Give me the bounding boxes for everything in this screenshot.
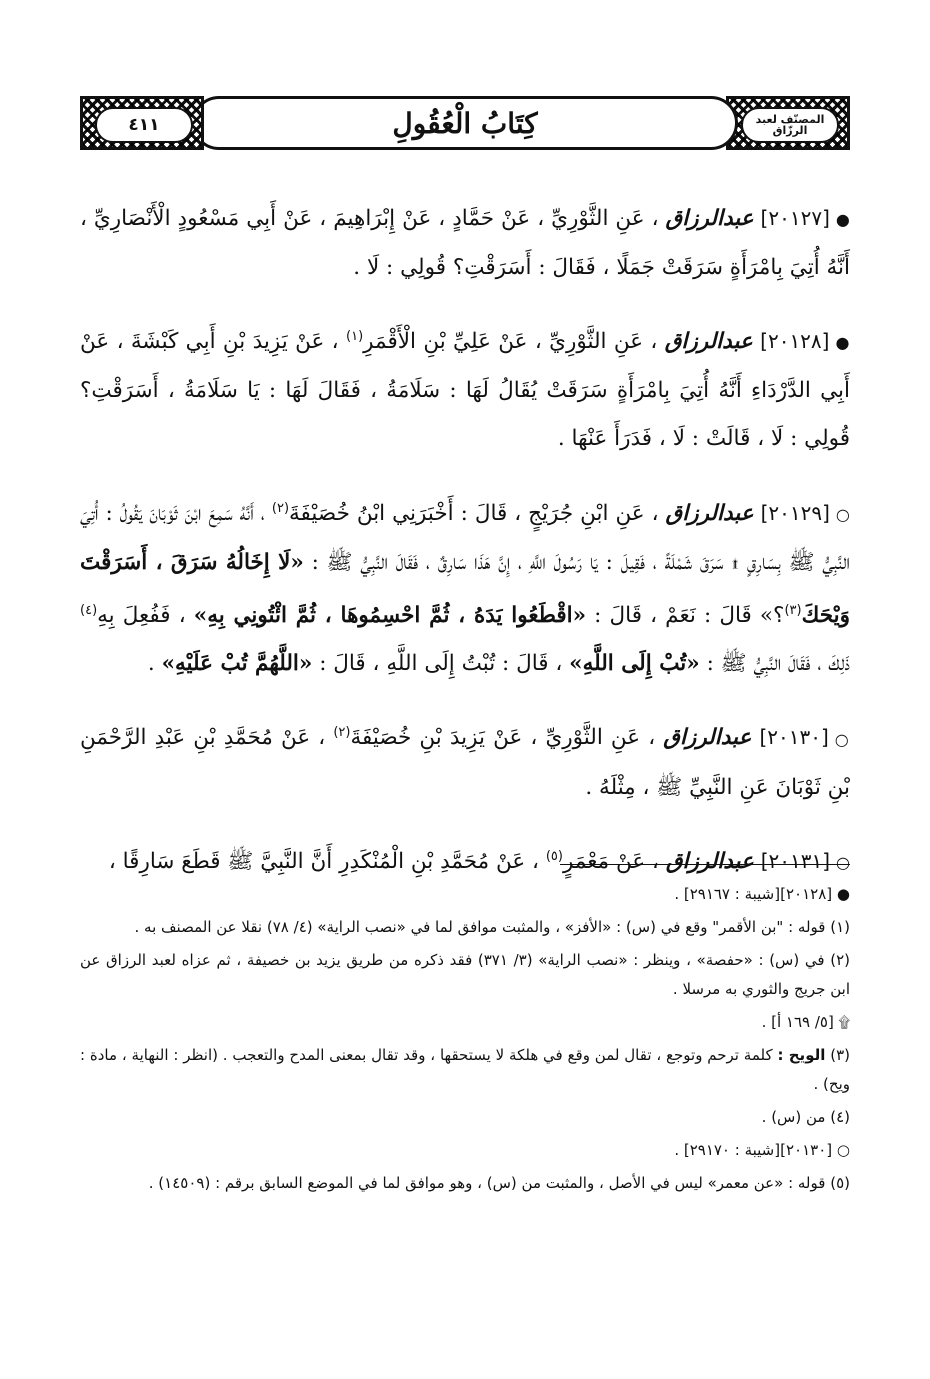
hadith-number: [٢٠١٣١] bbox=[760, 849, 831, 874]
hadith-number: [٢٠١٢٨] bbox=[760, 329, 830, 354]
hadith-20129 bbox=[80, 485, 850, 688]
hadith-text: ، عَنِ الثَّوْرِيِّ ، عَنْ حَمَّادٍ ، عَنْ إِبْرَاهِيمَ ، عَنْ أَبِي مَسْعُودٍ الْأَنْصَارِيِّ ، أَنَّهُ أُتِيَ بِامْرَأَةٍ سَرَقَتْ جَمَلًا ، فَقَالَ : أَسَرَقْتِ؟ قُولِي : لَا . bbox=[80, 205, 850, 280]
footnote-5 bbox=[80, 1169, 850, 1198]
hadith-text: ، عَنْ مُحَمَّدِ بْنِ عَبْدِ الرَّحْمَنِ بْنِ ثَوْبَانَ عَنِ النَّبِيِّ ﷺ ، مِثْلَهُ . bbox=[80, 725, 850, 800]
prophet-quote: «لَا إِخَالُهُ سَرَقَ ، أَسَرَقْتَ وَيْحَكَ bbox=[80, 549, 850, 628]
hadith-text: ، عَنِ الثَّوْرِيِّ ، عَنْ عَلِيِّ بْنِ الْأَقْمَرِ bbox=[363, 329, 658, 355]
header-ornament-right bbox=[726, 96, 850, 150]
hadith-number: [٢٠١٣٠] bbox=[759, 725, 829, 750]
footnote-text: قوله : "بن الأقمر" وقع في (س) : «الأفز» ، والمثبت موافق لما في «نصب الراية» (٤/ ٧٨) نقلا عن المصنف به . bbox=[134, 918, 826, 936]
main-text bbox=[80, 172, 850, 893]
hadith-text: ، عَنِ ابْنِ جُرَيْجٍ ، قَالَ : أَخْبَرَنِي ابْنُ خُصَيْفَةَ bbox=[289, 500, 659, 526]
hadith-text: ؟» قَالَ : نَعَمْ ، قَالَ : bbox=[594, 602, 785, 628]
hadith-marker: ● bbox=[835, 333, 850, 353]
hadith-text: ، فَفُعِلَ بِهِ bbox=[97, 602, 186, 628]
footnote-2 bbox=[80, 946, 850, 1004]
footnote-3 bbox=[80, 1041, 850, 1099]
footnote-folio-ref bbox=[80, 1008, 850, 1037]
narrator-name: عبدالرزاق bbox=[663, 725, 752, 751]
hadith-marker: ○ bbox=[836, 853, 850, 873]
prophet-quote: «اقْطَعُوا يَدَهُ ، ثُمَّ احْسِمُوهَا ، ثُمَّ ائْتُونِي بِهِ» bbox=[193, 602, 587, 628]
footnote-number: (٤) bbox=[830, 1108, 850, 1126]
hadith-text: ، قَالَ : تُبْتُ إِلَى اللَّهِ ، قَالَ : bbox=[319, 650, 563, 676]
ref-text: [٢٠١٣٠][شيبة : ٢٩١٧٠] . bbox=[674, 1141, 833, 1159]
ref-text: [٢٠١٢٨][شيبة : ٢٩١٦٧] . bbox=[674, 885, 833, 903]
footnotes bbox=[80, 880, 850, 1202]
page-number: ٤١١ bbox=[95, 107, 193, 143]
footnote-1 bbox=[80, 913, 850, 942]
footnote-reference-20130 bbox=[80, 1136, 850, 1165]
ref-marker: ● bbox=[836, 885, 850, 903]
hadith-20128 bbox=[80, 313, 850, 463]
footnote-ref: (١) bbox=[346, 329, 364, 344]
footnote-term: الويح : bbox=[777, 1046, 826, 1064]
ref-marker: ○ bbox=[836, 1141, 850, 1159]
hadith-text: ، عَنْ مُحَمَّدِ بْنِ الْمُنْكَدِرِ أَنَّ النَّبِيَّ ﷺ قَطَعَ سَارِقًا ، bbox=[108, 849, 539, 875]
hadith-text: ذَلِكَ ، فَقَالَ النَّبِيُّ ﷺ : bbox=[706, 650, 850, 676]
footnote-divider bbox=[560, 864, 850, 865]
prophet-quote: «اللَّهُمَّ تُبْ عَلَيْهِ» bbox=[161, 650, 313, 676]
header-ornament-left bbox=[80, 96, 204, 150]
hadith-marker: ● bbox=[835, 209, 850, 229]
footnote-number: (١) bbox=[830, 918, 850, 936]
footnote-ref: (٥) bbox=[545, 849, 563, 865]
hadith-marker: ○ bbox=[834, 729, 851, 749]
footnote-number: (٣) bbox=[830, 1046, 850, 1064]
ref-marker: ۩ bbox=[838, 1013, 850, 1031]
footnote-text: من (س) . bbox=[761, 1108, 826, 1126]
footnote-ref: (٢) bbox=[333, 725, 351, 741]
narrator-name: عبدالرزاق bbox=[664, 329, 753, 355]
hadith-text: ، عَنْ مَعْمَرٍ bbox=[562, 849, 659, 875]
footnote-text: قوله : «عن معمر» ليس في الأصل ، والمثبت من (س) ، وهو موافق لما في الموضع السابق برقم : (١٤٥٠٩) . bbox=[148, 1174, 826, 1192]
hadith-text: ، عَنِ الثَّوْرِيِّ ، عَنْ يَزِيدَ بْنِ خُصَيْفَةَ bbox=[350, 725, 656, 751]
hadith-text: . bbox=[147, 650, 155, 676]
book-title: كِتَابُ الْعُقُولِ bbox=[392, 106, 538, 140]
hadith-20127 bbox=[80, 194, 850, 292]
footnote-number: (٢) bbox=[830, 951, 850, 969]
narrator-name: عبدالرزاق bbox=[665, 205, 754, 231]
footnote-4 bbox=[80, 1103, 850, 1132]
footnote-ref: (٢) bbox=[271, 500, 290, 516]
prophet-quote: «تُبْ إِلَى اللَّهِ» bbox=[569, 650, 700, 676]
page-header bbox=[80, 92, 850, 154]
footnote-number: (٥) bbox=[830, 1174, 850, 1192]
hadith-20130 bbox=[80, 709, 850, 811]
narrator-name: عبدالرزاق bbox=[665, 500, 754, 526]
book-seal: المصنّف لعبد الرزّاق bbox=[741, 107, 839, 143]
hadith-marker: ○ bbox=[835, 504, 851, 524]
ref-text: [٥/ ١٦٩ أ] . bbox=[761, 1013, 834, 1031]
hadith-number: [٢٠١٢٩] bbox=[760, 500, 830, 525]
footnote-ref: (٤) bbox=[80, 602, 98, 618]
narrator-name: عبدالرزاق bbox=[665, 849, 754, 875]
header-title-frame bbox=[192, 96, 738, 150]
hadith-number: [٢٠١٢٧] bbox=[760, 205, 830, 230]
footnote-reference-20128 bbox=[80, 880, 850, 909]
hadith-text: ، عَنْ يَزِيدَ بْنِ أَبِي كَبْشَةَ ، عَنْ أَبِي الدَّرْدَاءِ أَنَّهُ أُتِيَ بِامْرَأَةٍ سَرَقَتْ يُقَالُ لَهَا : سَلَامَةُ ، فَقَالَ لَهَا : يَا سَلَامَةُ ، أَسَرَقْتِ؟ قُولِي : لَا ، قَالَتْ : لَا ، فَدَرَأَ عَنْهَا . bbox=[80, 329, 850, 452]
hadith-text: ، أَنَّهُ سَمِعَ ابْنَ ثَوْبَانَ يَقُولُ : أُتِيَ النَّبِيُّ ﷺ بِسَارِقٍ ۩ سَرَقَ شَمْلَةً ، فَقِيلَ : يَا رَسُولَ اللَّهِ ، إِنَّ هَذَا سَارِقٌ ، فَقَالَ النَّبِيُّ ﷺ : bbox=[80, 500, 850, 575]
footnote-ref: (٣) bbox=[784, 602, 802, 618]
footnote-text: كلمة ترحم وتوجع ، تقال لمن وقع في هلكة لا يستحقها ، وقد تقال بمعنى المدح والتعجب . (انظر : النهاية ، مادة : ويح) . bbox=[80, 1046, 850, 1093]
footnote-text: في (س) : «حفصة» ، وينظر : «نصب الراية» (٣/ ٣٧١) فقد ذكره من طريق يزيد بن خصيفة ، ثم عزاه لعبد الرزاق عن ابن جريج والثوري به مرسلا . bbox=[80, 951, 850, 998]
